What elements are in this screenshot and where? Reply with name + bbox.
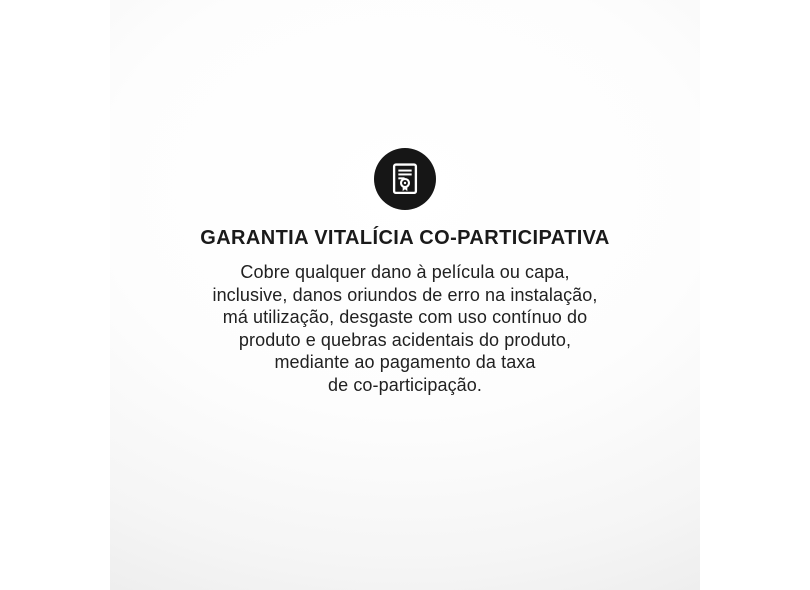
warranty-description-line: mediante ao pagamento da taxa — [274, 352, 536, 372]
warranty-description-line: de co-participação. — [328, 374, 482, 395]
warranty-description-line: má utilização, desgaste com uso contínuo do — [222, 307, 588, 327]
warranty-title: GARANTIA VITALÍCIA CO-PARTICIPATIVA — [200, 227, 610, 249]
certificate-icon-glyph — [385, 159, 425, 199]
warranty-description-line: Cobre qualquer dano à película ou capa, — [240, 262, 570, 282]
warranty-description — [110, 261, 700, 396]
warranty-description-line: produto e quebras acidentais do produto, — [238, 329, 572, 350]
warranty-card — [110, 0, 700, 590]
certificate-icon — [374, 148, 436, 210]
warranty-description-line: inclusive, danos oriundos de erro na instalação, — [212, 284, 598, 305]
